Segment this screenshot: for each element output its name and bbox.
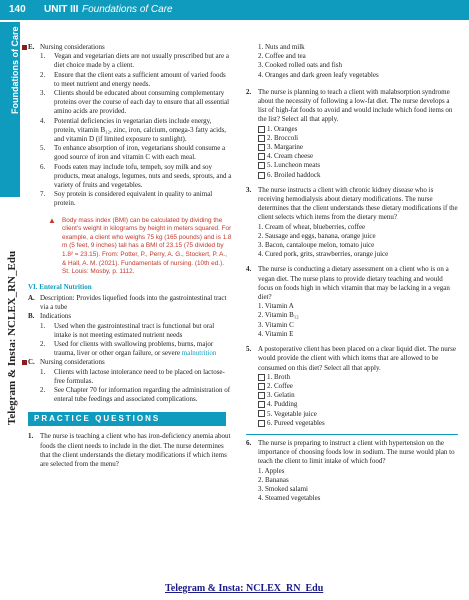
question-3-text: The nurse instructs a client with chronic kidney disease who is receiving hemodialysis about dietary modifications. The nurse determines that the client understands these dietary modifications if the client selects which items from the dietary menu?	[258, 185, 458, 222]
option[interactable]: 5. Vegetable juice	[258, 410, 458, 419]
checkbox-icon[interactable]	[258, 144, 265, 151]
list-item: 4. Potential deficiencies in vegetarian diets include energy, protein, vitamin B₁₂, zinc, iron, calcium, omega-3 fatty acids, and vitamin D (if limited exposure to sunlight).	[40, 116, 227, 144]
page-number: 140	[9, 4, 26, 15]
option[interactable]: 1. Apples	[258, 466, 285, 475]
left-column	[28, 43, 232, 475]
option[interactable]: 4. Oranges and dark green leafy vegetables	[258, 70, 379, 79]
list-item: 7. Soy protein is considered equivalent in quality to animal protein.	[40, 190, 213, 208]
section-c: C. Nursing considerations 1. Clients with lactose intolerance need to be placed on lactose-free formulas. 2. See Chapter 70 for information regarding the administration of enteral tube feedings and associated complications.	[28, 358, 232, 404]
unit-label: UNIT III	[44, 4, 79, 15]
option[interactable]: 3. Bacon, cantaloupe melon, tomato juice	[258, 241, 375, 250]
list-item: 3. Clients should be educated about consuming complementary proteins over the course of each day to ensure that all essential amino acids are provided.	[40, 89, 230, 116]
list-item: 2. Used for clients with swallowing problems, burns, major trauma, liver or other organ failure, or severe malnutrition	[40, 340, 217, 358]
option[interactable]: 1. Nuts and milk	[258, 43, 305, 51]
section-c-title: Nursing considerations	[40, 358, 105, 367]
section-marker	[22, 360, 27, 365]
list-item: 2. See Chapter 70 for information regarding the administration of enteral tube feedings and associated complications.	[40, 386, 231, 404]
option[interactable]: 1. Vitamin A	[258, 302, 294, 311]
question-4: 4. The nurse is conducting a dietary assessment on a client who is on a vegan diet. The nurse plans to provide dietary teaching and would focus on foods high in which vitamin that may be lacking in a vegan diet? 1. Vitamin A 2. Vitamin B₁₂ 3. Vitamin C 4. Vitamin E	[246, 265, 458, 339]
right-column	[246, 43, 458, 509]
question-1-options	[246, 43, 458, 80]
option[interactable]: 4. Cured pork, grits, strawberries, orange juice	[258, 250, 389, 259]
option[interactable]: 3. Vitamin C	[258, 320, 294, 329]
checkbox-icon[interactable]	[258, 392, 265, 399]
checkbox-icon[interactable]	[258, 420, 265, 427]
checkbox-icon[interactable]	[258, 135, 265, 142]
list-item: 1. Used when the gastrointestinal tract is functional but oral intake is not meeting estimated nutrient needs	[40, 321, 215, 339]
option[interactable]: 4. Pudding	[258, 400, 458, 409]
question-2-text: The nurse is planning to teach a client with malabsorption syndrome about the necessity of following a low-fat diet. The nurse develops a list of high-fat foods to avoid and would include which food items on the list? Select all that apply.	[258, 87, 453, 124]
question-4-text: The nurse is conducting a dietary assessment on a client who is on a vegan diet. The nurse plans to provide dietary teaching and would focus on foods high in which vitamin that may be lacking in a vegan diet?	[258, 265, 450, 302]
section-b-title: Indications	[40, 312, 72, 321]
option[interactable]: 2. Coffee	[258, 382, 458, 391]
list-item: 1. Clients with lactose intolerance need to be placed on lactose-free formulas.	[40, 367, 225, 385]
option[interactable]: 1. Cream of wheat, blueberries, coffee	[258, 222, 366, 231]
option[interactable]: 6. Pureed vegetables	[258, 419, 458, 428]
bmi-note-text: Body mass index (BMI) can be calculated by dividing the client's weight in kilograms by height in meters squared. For example, a client who weighs 75 kg (165 pounds) and is 1.8 m (5 feet, 9 inches) tall has a BMI of 23.15 (75 divided by 1.8² = 23.15). From: Potter, P., Perry, A. G., Stockert, P. A., & Hall, A. M. (2021). Fundamentals of nursing. (10th ed.). St. Louis: Mosby, p. 1112.	[62, 216, 232, 276]
section-e-letter: E.	[28, 43, 35, 51]
option[interactable]: 4. Cream cheese	[258, 152, 458, 161]
unit-title: Foundations of Care	[82, 4, 173, 15]
checkbox-icon[interactable]	[258, 383, 265, 390]
option[interactable]: 3. Cooked rolled oats and fish	[258, 61, 342, 70]
list-item: 1. Vegan and vegetarian diets are not usually prescribed but are a diet choice made by a client.	[40, 52, 229, 70]
option[interactable]: 1. Oranges	[258, 125, 458, 134]
bmi-note	[50, 217, 232, 277]
checkbox-icon[interactable]	[258, 153, 265, 160]
checkbox-icon[interactable]	[258, 172, 265, 179]
section-e	[28, 43, 232, 209]
option[interactable]: 3. Smoked salami	[258, 484, 308, 493]
question-6-text: The nurse is preparing to instruct a client with hypertension on the importance of choosing foods low in sodium. The nurse would plan to teach the client to limit intake of which food?	[258, 438, 455, 466]
option[interactable]: 4. Steamed vegetables	[258, 494, 321, 503]
question-2: 2. The nurse is planning to teach a client with malabsorption syndrome about the necessity of following a low-fat diet. The nurse develops a list of high-fat foods to avoid and would include which food items on the list? Select all that apply. 1. Oranges 2. Broccoli 3. Margarine 4. Cream cheese 5. Luncheon meats 6. Broiled haddock	[246, 88, 458, 180]
option[interactable]: 2. Coffee and tea	[258, 52, 306, 61]
question-5-text: A postoperative client has been placed on a clear liquid diet. The nurse would provide the client with which items that are allowed to be consumed on this diet? Select all that apply.	[258, 345, 456, 372]
page-header	[0, 0, 469, 20]
option[interactable]: 2. Bananas	[258, 475, 289, 484]
checkbox-icon[interactable]	[258, 401, 265, 408]
side-tab	[0, 22, 20, 197]
side-tab-label: Foundations of Care	[10, 26, 20, 114]
warning-icon: ▲	[48, 215, 56, 225]
footer-watermark[interactable]: Telegram & Insta: NCLEX_RN_Edu	[165, 583, 324, 594]
section-marker	[22, 45, 27, 50]
option[interactable]: 2. Sausage and eggs, banana, orange juice	[258, 231, 376, 240]
practice-questions-banner: PRACTICE QUESTIONS	[28, 412, 226, 426]
option[interactable]: 3. Margarine	[258, 143, 458, 152]
side-watermark: Telegram & Insta: NCLEX_RN_Edu	[6, 250, 18, 425]
checkbox-icon[interactable]	[258, 410, 265, 417]
list-item: 2. Ensure that the client eats a sufficient amount of varied foods to meet nutrient and energy needs.	[40, 70, 226, 88]
section-b: B. Indications 1. Used when the gastrointestinal tract is functional but oral intake is not meeting estimated nutrient needs 2. Used for clients with swallowing problems, burns, major trauma, liver or other organ failure, or severe malnutrition	[28, 312, 232, 358]
question-1-text: The nurse is teaching a client who has iron-deficiency anemia about foods the client needs to include in the diet. The nurse determines that the client understands the dietary modifications if which items are selected from the menu?	[40, 432, 231, 469]
checkbox-icon[interactable]	[258, 374, 265, 381]
list-item: 5. To enhance absorption of iron, vegetarians should consume a good source of iron and vitamin C with each meal.	[40, 144, 226, 162]
list-item: 6. Foods eaten may include tofu, tempeh, soy milk and soy products, meat analogs, legumes, nuts and seeds, sprouts, and a variety of fruits and vegetables.	[40, 162, 232, 190]
question-3: 3. The nurse instructs a client with chronic kidney disease who is receiving hemodialysis about dietary modifications. The nurse determines that the client understands these dietary modifications if the client selects which items from the dietary menu? 1. Cream of wheat, blueberries, coffee 2. Sausage and eggs, banana, orange juice 3. Bacon, cantaloupe melon, tomato juice 4. Cured pork, grits, strawberries, orange juice	[246, 185, 458, 259]
question-5: 5. A postoperative client has been placed on a clear liquid diet. The nurse would provide the client with which items that are allowed to be consumed on this diet? Select all that apply. 1. Broth 2. Coffee 3. Gelatin 4. Pudding 5. Vegetable juice 6. Pureed vegetables	[246, 345, 458, 428]
option[interactable]: 6. Broiled haddock	[258, 171, 458, 180]
option[interactable]: 5. Luncheon meats	[258, 161, 458, 170]
section-a: A. Description: Provides liquefied foods into the gastrointestinal tract via a tube	[28, 294, 227, 312]
section-a-text: Description: Provides liquefied foods into the gastrointestinal tract via a tube	[40, 294, 227, 312]
section-vi-title: VI. Enteral Nutrition	[28, 282, 92, 291]
checkbox-icon[interactable]	[258, 162, 265, 169]
malnutrition-term: malnutrition	[181, 349, 217, 358]
option[interactable]: 2. Broccoli	[258, 134, 458, 143]
option[interactable]: 2. Vitamin B₁₂	[258, 311, 299, 320]
checkbox-icon[interactable]	[258, 126, 265, 133]
option[interactable]: 3. Gelatin	[258, 391, 458, 400]
option[interactable]: 1. Broth	[258, 373, 458, 382]
option[interactable]: 4. Vitamin E	[258, 329, 294, 338]
question-1: 1. The nurse is teaching a client who has iron-deficiency anemia about foods the client needs to include in the diet. The nurse determines that the client understands the dietary modifications if which items are selected from the menu?	[28, 432, 231, 469]
section-e-title: Nursing considerations	[40, 43, 105, 51]
question-6: 6. The nurse is preparing to instruct a client with hypertension on the importance of choosing foods low in sodium. The nurse would plan to teach the client to limit intake of which food? 1. Apples 2. Bananas 3. Smoked salami 4. Steamed vegetables	[246, 434, 458, 503]
